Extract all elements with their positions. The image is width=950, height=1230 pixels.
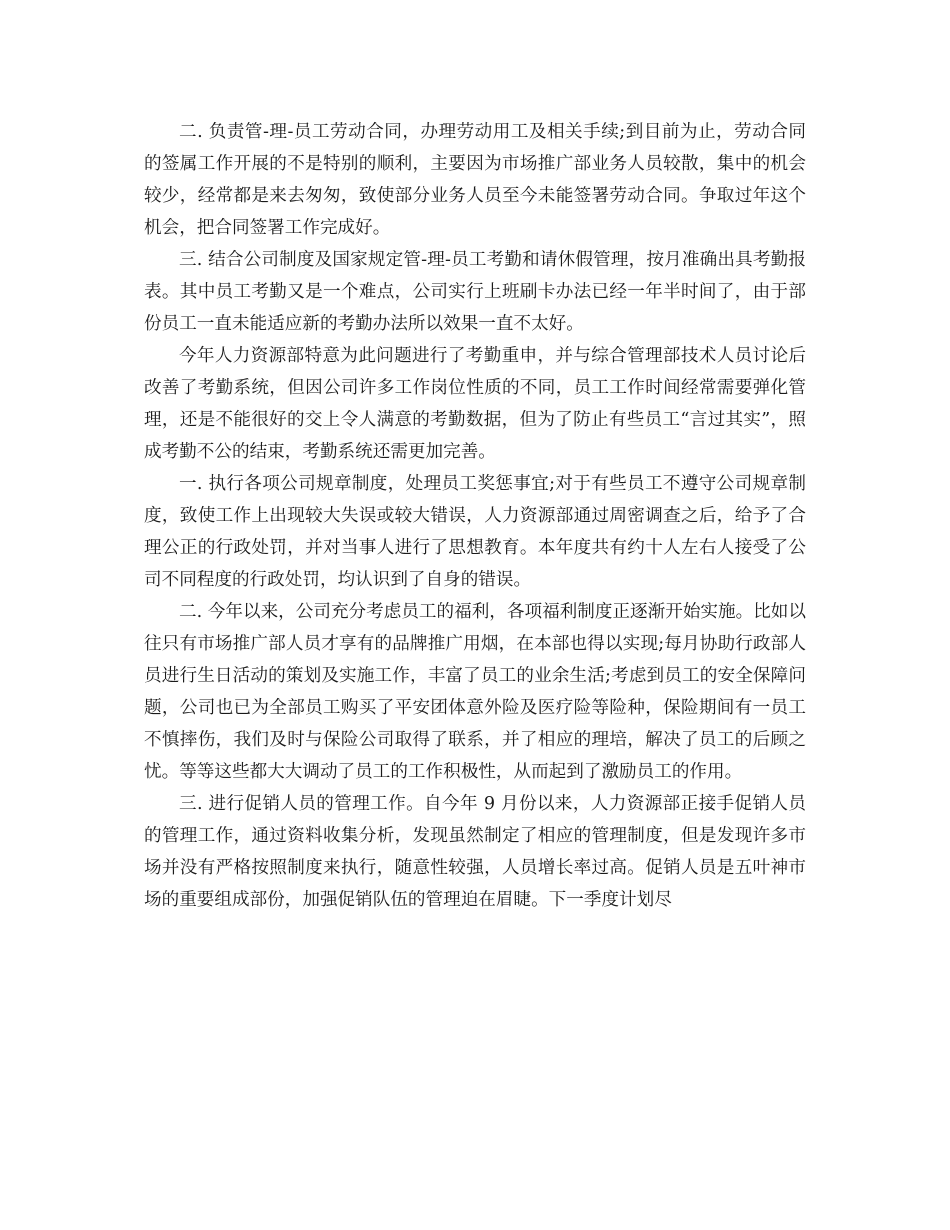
paragraph-promoter-management: 三. 进行促销人员的管理工作。自今年 9 月份以来，人力资源部正接手促销人员的管理工作，通过资料收集分析，发现虽然制定了相应的管理制度，但是发现许多市场并没有严格按照制度来执行，随意性较强，人员增长率过高。促销人员是五叶神市场的重要组成部份，加强促销队伍的管理迫在眉睫。下一季度计划尽 xyxy=(144,794,806,910)
document-body xyxy=(144,116,806,916)
paragraph-attendance-management: 三. 结合公司制度及国家规定管-理-员工考勤和请休假管理，按月准确出具考勤报表。其中员工考勤又是一个难点，公司实行上班刷卡办法已经一年半时间了，由于部份员工一直未能适应新的考勤办法所以效果一直不太好。 xyxy=(144,250,806,334)
paragraph-employee-welfare: 二. 今年以来，公司充分考虑员工的福利，各项福利制度正逐渐开始实施。比如以往只有市场推广部人员才享有的品牌推广用烟，在本部也得以实现;每月协助行政部人员进行生日活动的策划及实施工作，丰富了员工的业余生活;考虑到员工的安全保障问题，公司也已为全部员工购买了平安团体意外险及医疗险等险种，保险期间有一员工不慎摔伤，我们及时与保险公司取得了联系，并了相应的理培，解决了员工的后顾之忧。等等这些都大大调动了员工的工作积极性，从而起到了激励员工的作用。 xyxy=(144,602,806,782)
paragraph-rewards-penalties: 一. 执行各项公司规章制度，处理员工奖惩事宜;对于有些员工不遵守公司规章制度，致使工作上出现较大失误或较大错误，人力资源部通过周密调查之后，给予了合理公正的行政处罚，并对当事人进行了思想教育。本年度共有约十人左右人接受了公司不同程度的行政处罚，均认识到了自身的错误。 xyxy=(144,474,806,590)
paragraph-labor-contract: 二. 负责管-理-员工劳动合同，办理劳动用工及相关手续;到目前为止，劳动合同的签属工作开展的不是特别的顺利，主要因为市场推广部业务人员较散，集中的机会较少，经常都是来去匆匆，致使部分业务人员至今未能签署劳动合同。争取过年这个机会，把合同签署工作完成好。 xyxy=(144,122,806,238)
paragraph-attendance-system: 今年人力资源部特意为此问题进行了考勤重申，并与综合管理部技术人员讨论后改善了考勤系统，但因公司许多工作岗位性质的不同，员工工作时间经常需要弹化管理，还是不能很好的交上令人满意的考勤数据，但为了防止有些员工“言过其实”，照成考勤不公的结束，考勤系统还需更加完善。 xyxy=(144,346,806,462)
